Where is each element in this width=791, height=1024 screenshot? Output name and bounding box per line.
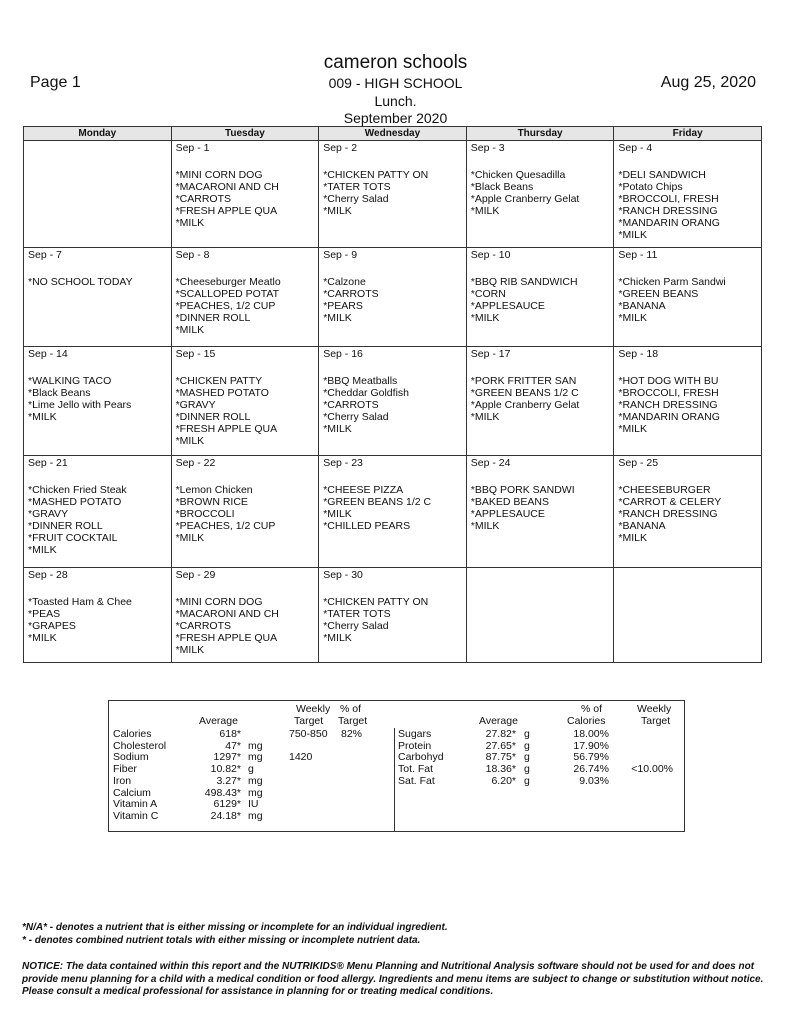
day-date: Sep - 14	[28, 348, 68, 360]
menu-item: *BROWN RICE	[175, 496, 248, 508]
menu-item: *GRAPES	[28, 620, 76, 632]
report-date: Aug 25, 2020	[660, 74, 756, 91]
day-date: Sep - 21	[28, 457, 68, 469]
menu-item: *Calzone	[323, 276, 366, 288]
menu-item: *WALKING TACO	[28, 375, 112, 387]
page-number: Page 1	[30, 74, 81, 91]
menu-item: *Cherry Salad	[323, 193, 389, 205]
menu-item: *MILK	[323, 508, 352, 520]
day-date: Sep - 2	[323, 142, 358, 154]
menu-item: *MILK	[618, 423, 647, 435]
nutrient-unit: g	[524, 739, 530, 752]
footnote-star: * - denotes combined nutrient totals with either missing or incomplete nutrient data.	[22, 935, 421, 946]
menu-item: *PEACHES, 1/2 CUP	[175, 520, 276, 532]
right-target-header: Target	[641, 715, 671, 727]
menu-item: *FRUIT COCKTAIL	[28, 532, 118, 544]
menu-item: *MANDARIN ORANG	[618, 217, 720, 229]
menu-item: *CHICKEN PATTY	[175, 375, 263, 387]
menu-item: *PEACHES, 1/2 CUP	[175, 300, 276, 312]
menu-item: *MILK	[175, 217, 205, 229]
menu-item: *BBQ RIB SANDWICH	[470, 276, 578, 288]
calendar-day-cell	[24, 568, 172, 663]
menu-item: *PEAS	[28, 608, 61, 620]
calendar-week-row	[24, 248, 762, 347]
menu-item: *FRESH APPLE QUA	[175, 632, 278, 644]
menu-item: *TATER TOTS	[323, 181, 391, 193]
calendar-day-cell	[614, 248, 762, 347]
menu-item: *MILK	[323, 632, 352, 644]
menu-item: *MILK	[28, 411, 57, 423]
left-pct-header: % of	[340, 703, 362, 715]
menu-item: *GRAVY	[175, 399, 216, 411]
day-date: Sep - 24	[470, 457, 511, 469]
day-date: Sep - 28	[28, 569, 68, 581]
calendar-day-cell	[24, 456, 172, 568]
nutrient-unit: g	[248, 763, 254, 776]
right-pct-header: % of	[581, 703, 603, 715]
day-date: Sep - 15	[175, 348, 216, 360]
school-name: 009 - HIGH SCHOOL	[328, 75, 463, 91]
day-date	[28, 142, 167, 156]
menu-item: *NO SCHOOL TODAY	[28, 276, 133, 288]
nutrient-pct-calories: 17.90%	[573, 739, 609, 752]
nutrient-unit: g	[524, 763, 530, 776]
notice-text: NOTICE: The data contained within this report and the NUTRIKIDS® Menu Planning and Nutritional Analysis software should not be used for and does not provide menu planning for a child with a medical condition or food allergy. Ingredients and menu items are subject to change or substitution without notice. Please consult a medical professional for assistance in planning for or treating medical conditions.	[22, 961, 764, 997]
nutrient-average: 87.75*	[485, 751, 516, 764]
menu-item: *TATER TOTS	[323, 608, 391, 620]
menu-item: *MILK	[28, 544, 57, 556]
district-name: cameron schools	[323, 52, 468, 73]
nutrient-weekly-target: 750-850	[289, 728, 328, 740]
month-title: September 2020	[343, 110, 448, 126]
day-date: Sep - 25	[618, 457, 659, 469]
calendar-week-row	[24, 568, 762, 663]
menu-item: *CARROTS	[175, 193, 232, 205]
calendar-day-cell	[614, 347, 762, 456]
calendar-day-cell	[319, 456, 467, 568]
calendar-day-cell	[24, 347, 172, 456]
day-date: Sep - 29	[175, 569, 216, 581]
day-date: Sep - 23	[323, 457, 363, 469]
calendar-day-cell	[24, 141, 172, 248]
menu-item: *MASHED POTATO	[28, 496, 122, 508]
left-target-header: Target	[294, 715, 324, 727]
left-weekly-header: Weekly	[296, 703, 331, 715]
nutrient-name: Sat. Fat	[398, 774, 435, 787]
nutrient-average: 1297*	[213, 751, 241, 764]
menu-item: *DELI SANDWICH	[618, 169, 706, 181]
menu-item: *BBQ Meatballs	[323, 375, 398, 387]
menu-item: *CHEESE PIZZA	[323, 484, 404, 496]
nutrient-name: Sugars	[398, 728, 432, 740]
menu-item: *Cherry Salad	[323, 620, 389, 632]
nutrient-average: 498.43*	[204, 786, 241, 799]
menu-item: *BANANA	[618, 520, 666, 532]
nutrient-pct-calories: 9.03%	[579, 774, 609, 787]
menu-item: *Lime Jello with Pears	[28, 399, 132, 411]
nutrient-unit: mg	[248, 809, 263, 822]
right-calories-header: Calories	[567, 715, 606, 727]
nutrient-average: 47*	[225, 739, 241, 752]
menu-item: *Chicken Quesadilla	[470, 169, 566, 181]
left-average-header: Average	[199, 715, 238, 727]
menu-item: *PEARS	[323, 300, 363, 312]
menu-item: *BANANA	[618, 300, 666, 312]
nutrient-average: 27.65*	[485, 739, 516, 752]
nutrient-average: 6129*	[213, 798, 241, 811]
nutrient-unit: g	[524, 728, 530, 740]
calendar-day-cell	[467, 347, 615, 456]
nutrient-average: 3.27*	[216, 774, 241, 787]
menu-item: *MILK	[28, 632, 57, 644]
menu-item: *FRESH APPLE QUA	[175, 205, 278, 217]
menu-item: *MACARONI AND CH	[175, 608, 279, 620]
calendar-day-cell	[614, 456, 762, 568]
nutrient-average: 10.82*	[210, 763, 241, 776]
calendar-day-cell	[319, 248, 467, 347]
menu-item: *MILK	[618, 229, 647, 241]
day-header-wednesday: Wednesday	[319, 127, 467, 141]
menu-item: *MILK	[323, 205, 352, 217]
menu-item: *MILK	[323, 312, 352, 324]
menu-item: *BROCCOLI, FRESH	[618, 387, 719, 399]
nutrient-average: 18.36*	[485, 763, 516, 776]
calendar-day-cell	[467, 248, 615, 347]
nutrient-pct-calories: 18.00%	[573, 728, 609, 740]
menu-item: *Cherry Salad	[323, 411, 389, 423]
day-header-tuesday: Tuesday	[172, 127, 320, 141]
calendar-day-cell	[467, 568, 615, 663]
nutrient-name: Sodium	[113, 751, 149, 764]
menu-item: *MILK	[618, 532, 647, 544]
menu-item: *MILK	[175, 324, 205, 336]
nutrient-name: Iron	[113, 774, 132, 787]
calendar-day-cell	[172, 347, 320, 456]
nutrient-name: Vitamin C	[113, 809, 159, 822]
day-header-monday: Monday	[24, 127, 172, 141]
day-date: Sep - 1	[175, 142, 210, 154]
calendar-day-cell	[467, 456, 615, 568]
nutrient-pct-calories: 26.74%	[573, 763, 609, 776]
nutrient-name: Protein	[398, 739, 432, 752]
menu-item: *Chicken Parm Sandwi	[618, 276, 726, 288]
menu-item: *Black Beans	[470, 181, 534, 193]
menu-item: *MACARONI AND CH	[175, 181, 279, 193]
menu-item: *GREEN BEANS 1/2 C	[323, 496, 432, 508]
nutrient-average: 618*	[219, 728, 241, 740]
day-date	[471, 569, 610, 583]
menu-item: *BAKED BEANS	[470, 496, 549, 508]
menu-item: *MILK	[175, 435, 205, 447]
menu-item: *BBQ PORK SANDWI	[470, 484, 575, 496]
menu-item: *CHICKEN PATTY ON	[323, 596, 429, 608]
nutrient-unit: IU	[248, 798, 259, 811]
nutrient-name: Tot. Fat	[398, 763, 434, 776]
menu-item: *GREEN BEANS	[618, 288, 699, 300]
menu-item: *CORN	[470, 288, 506, 300]
menu-item: *MILK	[175, 644, 205, 656]
calendar-day-cell	[172, 568, 320, 663]
calendar-week-row	[24, 141, 762, 248]
day-header-friday: Friday	[614, 127, 762, 141]
menu-item: *APPLESAUCE	[470, 300, 545, 312]
day-date: Sep - 11	[618, 249, 658, 261]
menu-item: *MANDARIN ORANG	[618, 411, 720, 423]
nutrient-pct-target: 82%	[341, 728, 363, 740]
nutrient-unit: g	[524, 774, 530, 787]
nutrient-unit: mg	[248, 774, 263, 787]
menu-item: *BROCCOLI	[175, 508, 235, 520]
calendar-day-cell	[319, 568, 467, 663]
nutrient-name: Vitamin A	[113, 798, 158, 811]
nutrient-average: 27.82*	[485, 728, 516, 740]
left-target2-header: Target	[338, 715, 368, 727]
menu-calendar	[23, 126, 762, 663]
nutrient-name: Carbohyd	[398, 751, 444, 764]
menu-item: *SCALLOPED POTAT	[175, 288, 280, 300]
menu-item: *MINI CORN DOG	[175, 169, 263, 181]
meal-name: Lunch.	[374, 93, 417, 109]
menu-item: *Lemon Chicken	[175, 484, 253, 496]
footnote-na: *N/A* - denotes a nutrient that is either missing or incomplete for an individual ingredient.	[22, 922, 448, 933]
menu-item: *CARROTS	[323, 399, 379, 411]
day-header-thursday: Thursday	[467, 127, 615, 141]
menu-item: *RANCH DRESSING	[618, 205, 718, 217]
day-date: Sep - 30	[323, 569, 363, 581]
menu-item: *CHICKEN PATTY ON	[323, 169, 429, 181]
day-date	[618, 569, 757, 583]
day-date: Sep - 22	[175, 457, 216, 469]
nutrient-unit: mg	[248, 751, 263, 764]
calendar-day-cell	[172, 248, 320, 347]
right-weekly-header: Weekly	[637, 703, 672, 715]
menu-item: *APPLESAUCE	[470, 508, 545, 520]
day-date: Sep - 7	[28, 249, 62, 261]
day-date: Sep - 17	[470, 348, 511, 360]
calendar-day-cell	[614, 141, 762, 248]
menu-item: *MILK	[470, 205, 500, 217]
menu-item: *PORK FRITTER SAN	[470, 375, 577, 387]
nutrient-average: 6.20*	[491, 774, 516, 787]
nutrient-name: Cholesterol	[113, 739, 167, 752]
menu-item: *DINNER ROLL	[175, 411, 251, 423]
day-date: Sep - 9	[323, 249, 358, 261]
calendar-day-cell	[614, 568, 762, 663]
nutrition-summary	[108, 700, 685, 832]
menu-item: *MASHED POTATO	[175, 387, 269, 399]
nutrient-name: Calories	[113, 728, 152, 740]
menu-item: *GRAVY	[28, 508, 69, 520]
day-date: Sep - 10	[470, 249, 511, 261]
right-average-header: Average	[479, 715, 518, 727]
menu-item: *RANCH DRESSING	[618, 399, 718, 411]
menu-item: *DINNER ROLL	[28, 520, 103, 532]
nutrient-weekly-target: 1420	[289, 751, 313, 764]
menu-item: *CHILLED PEARS	[323, 520, 411, 532]
calendar-day-cell	[319, 141, 467, 248]
menu-item: *MILK	[175, 532, 205, 544]
menu-item: *MILK	[470, 520, 500, 532]
calendar-header-row	[24, 127, 762, 141]
menu-item: *CARROT & CELERY	[618, 496, 722, 508]
menu-item: *Potato Chips	[618, 181, 683, 193]
menu-item: *Toasted Ham & Chee	[28, 596, 132, 608]
menu-item: *MILK	[618, 312, 647, 324]
nutrient-pct-calories: 56.79%	[573, 751, 609, 764]
calendar-week-row	[24, 456, 762, 568]
menu-item: *DINNER ROLL	[175, 312, 251, 324]
nutrition-divider	[394, 728, 395, 831]
menu-item: *MILK	[470, 312, 500, 324]
menu-item: *Cheeseburger Meatlo	[175, 276, 281, 288]
menu-item: *GREEN BEANS 1/2 C	[470, 387, 579, 399]
menu-item: *HOT DOG WITH BU	[618, 375, 719, 387]
calendar-day-cell	[172, 456, 320, 568]
nutrient-name: Calcium	[113, 786, 151, 799]
nutrient-name: Fiber	[113, 763, 137, 776]
day-date: Sep - 4	[618, 142, 653, 154]
day-date: Sep - 8	[175, 249, 210, 261]
day-date: Sep - 16	[323, 348, 363, 360]
menu-item: *MINI CORN DOG	[175, 596, 263, 608]
menu-item: *Apple Cranberry Gelat	[470, 193, 580, 205]
menu-item: *Cheddar Goldfish	[323, 387, 409, 399]
menu-item: *CHEESEBURGER	[618, 484, 711, 496]
calendar-day-cell	[172, 141, 320, 248]
menu-item: *MILK	[323, 423, 352, 435]
nutrient-unit: mg	[248, 739, 263, 752]
menu-item: *MILK	[470, 411, 500, 423]
nutrient-unit: mg	[248, 786, 263, 799]
menu-item: *Chicken Fried Steak	[28, 484, 127, 496]
menu-item: *CARROTS	[175, 620, 232, 632]
menu-item: *Apple Cranberry Gelat	[470, 399, 580, 411]
nutrient-average: 24.18*	[210, 809, 241, 822]
calendar-day-cell	[319, 347, 467, 456]
calendar-day-cell	[467, 141, 615, 248]
day-date: Sep - 18	[618, 348, 659, 360]
calendar-week-row	[24, 347, 762, 456]
menu-item: *BROCCOLI, FRESH	[618, 193, 719, 205]
nutrient-unit: g	[524, 751, 530, 764]
menu-item: *Black Beans	[28, 387, 91, 399]
menu-item: *CARROTS	[323, 288, 379, 300]
menu-item: *FRESH APPLE QUA	[175, 423, 278, 435]
calendar-day-cell	[24, 248, 172, 347]
nutrient-weekly-target: <10.00%	[631, 763, 673, 776]
day-date: Sep - 3	[470, 142, 505, 154]
menu-item: *RANCH DRESSING	[618, 508, 718, 520]
